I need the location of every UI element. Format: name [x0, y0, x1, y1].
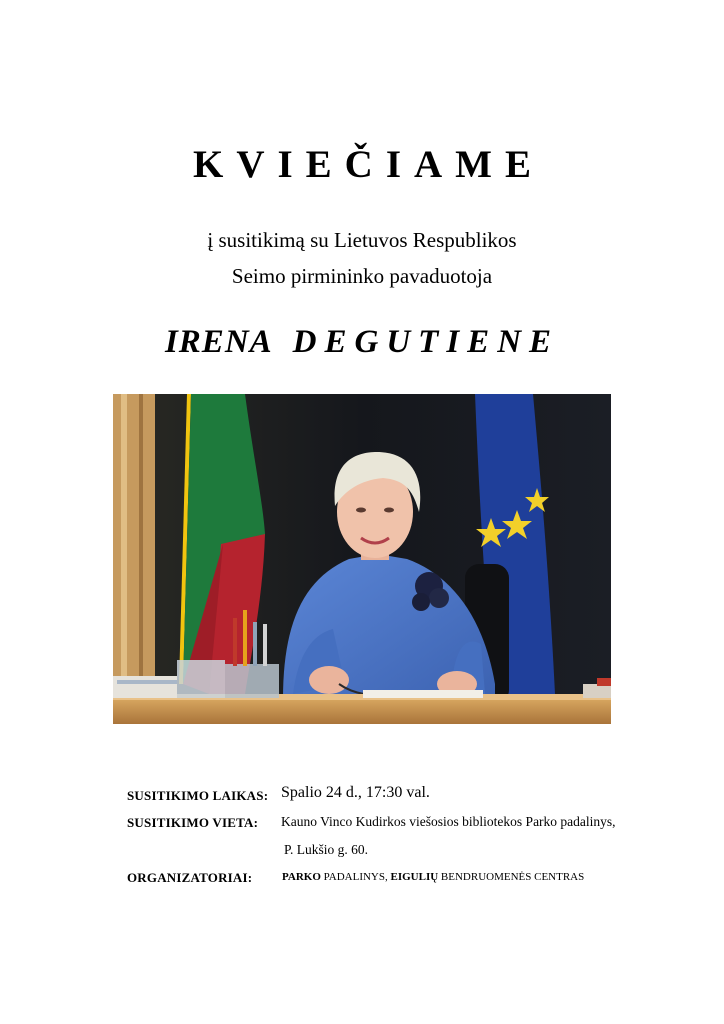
- headline: KVIEČIAME: [192, 143, 545, 186]
- organizers-part-3: EIGULIŲ: [390, 871, 439, 883]
- time-value: Spalio 24 d., 17:30 val.: [281, 784, 430, 801]
- organizers-label: ORGANIZATORIAI:: [127, 870, 253, 885]
- intro-line-2: Seimo pirmininko pavaduotoja: [231, 264, 493, 288]
- guest-photo-illustration: [113, 394, 611, 724]
- guest-last-name: DEGUTIENE: [292, 324, 560, 360]
- time-label: SUSITIKIMO LAIKAS:: [127, 788, 269, 803]
- place-label: SUSITIKIMO VIETA:: [127, 815, 259, 830]
- organizers-value: [282, 871, 584, 883]
- guest-photo: [113, 394, 611, 724]
- place-value-line-1: Kauno Vinco Kudirkos viešosios bibliotekos Parko padalinys,: [281, 814, 616, 829]
- guest-name: [0, 322, 724, 362]
- organizers-part-2: PADALINYS,: [320, 871, 391, 883]
- organizers-part-1: PARKO: [282, 871, 321, 883]
- organizers-part-4: BENDRUOMENĖS CENTRAS: [438, 871, 585, 883]
- intro-line-1: į susitikimą su Lietuvos Respublikos: [207, 228, 517, 252]
- guest-first-name: IRENA: [164, 324, 273, 360]
- place-value-line-2: P. Lukšio g. 60.: [284, 842, 369, 857]
